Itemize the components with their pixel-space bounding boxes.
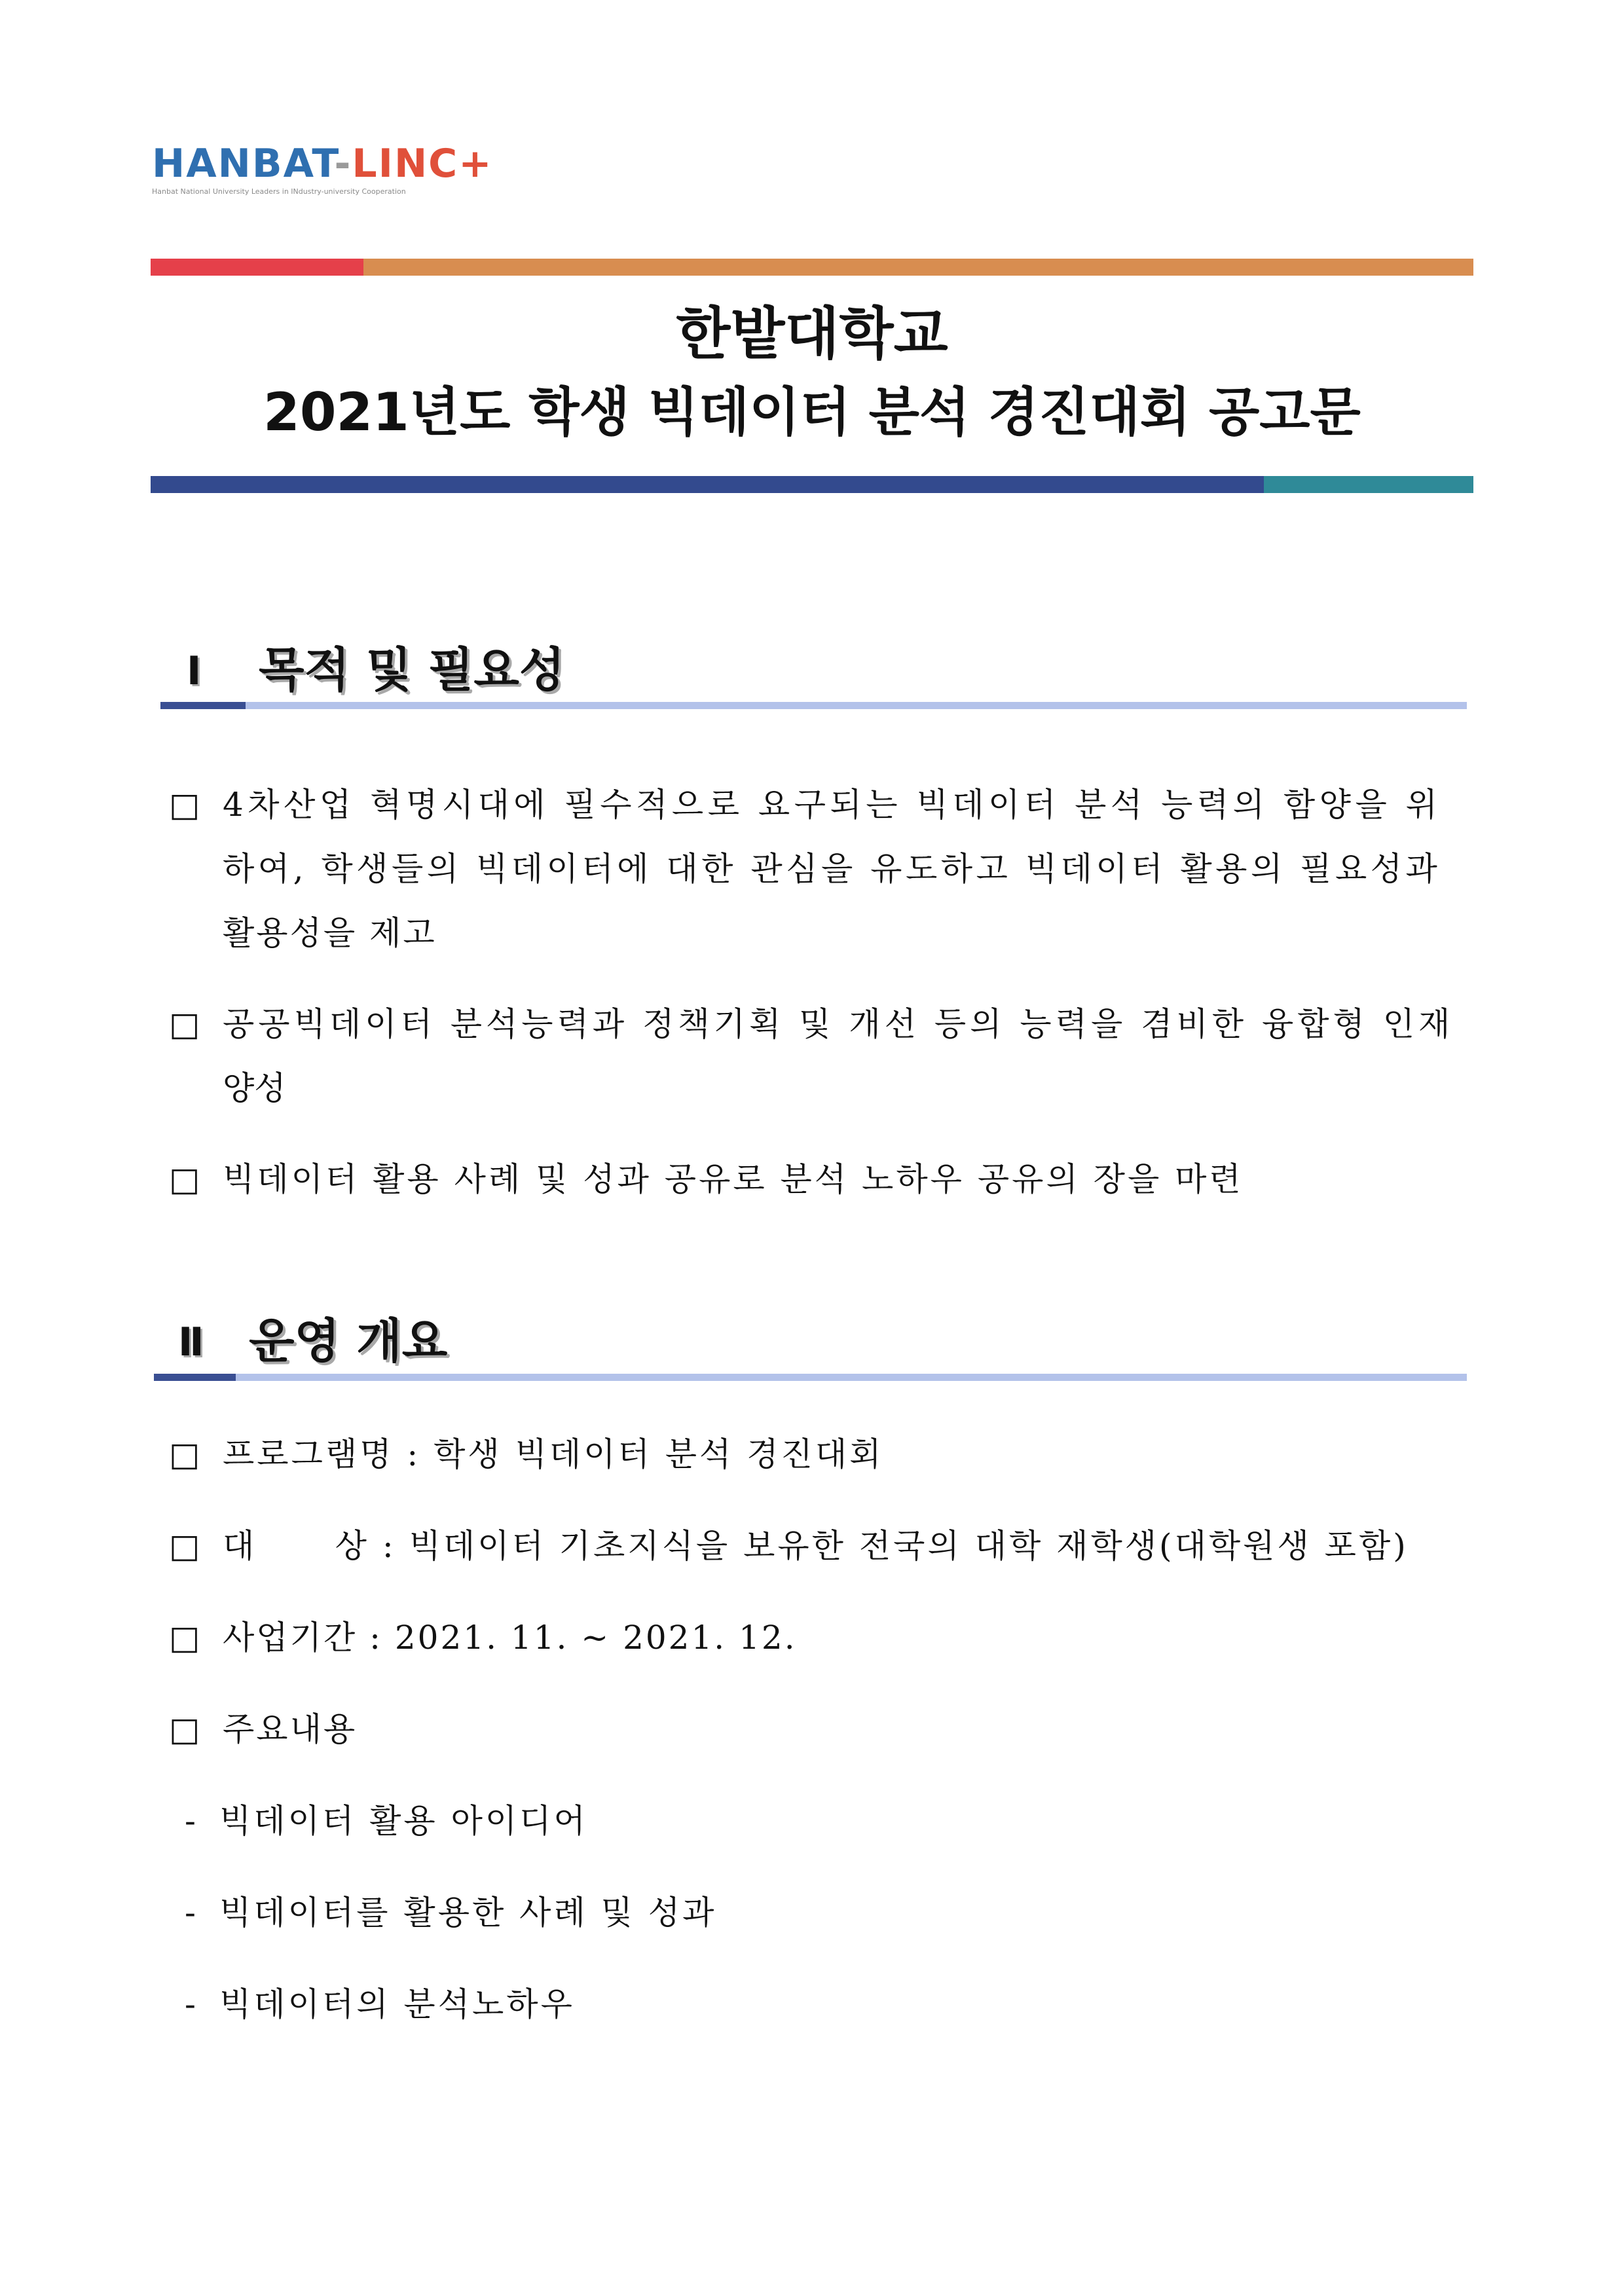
checkbox-bullet: □ xyxy=(169,786,200,824)
section2-item-period: 사업기간 : 2021. 11. ~ 2021. 12. xyxy=(223,1619,797,1657)
hanbat-linc-logo xyxy=(152,141,493,203)
sub-item-dash: - xyxy=(185,1894,196,1932)
logo-tagline: Hanbat National University Leaders in INdustry-university Cooperation xyxy=(152,187,406,196)
section1-item xyxy=(169,992,200,1056)
section1-rule-accent xyxy=(160,702,246,709)
logo-wordmark-sep: - xyxy=(334,141,352,187)
logo-wordmark-hanbat: HANBAT xyxy=(152,141,335,187)
section2-item xyxy=(169,1697,200,1761)
section1-item-2-line-1: 공공빅데이터 분석능력과 정책기획 및 개선 등의 능력을 겸비한 융합형 인재 xyxy=(223,1005,1454,1043)
section2-item xyxy=(169,1514,200,1578)
section2-item xyxy=(169,1422,200,1486)
section1-item-1-line-2: 하여, 학생들의 빅데이터에 대한 관심을 유도하고 빅데이터 활용의 필요성과 xyxy=(223,850,1441,888)
page-title-notice: 2021년도 학생 빅데이터 분석 경진대회 공고문 xyxy=(263,382,1361,443)
section2-title: 운영 개요 xyxy=(249,1313,448,1368)
sub-item-dash: - xyxy=(185,1802,196,1840)
logo-wordmark-linc: LINC+ xyxy=(352,141,493,187)
checkbox-bullet: □ xyxy=(169,1435,200,1473)
checkbox-bullet: □ xyxy=(169,1710,200,1748)
checkbox-bullet: □ xyxy=(169,1005,200,1043)
sub-item-idea: 빅데이터 활용 아이디어 xyxy=(219,1802,588,1840)
section1-item-1-line-3: 활용성을 제고 xyxy=(223,914,437,952)
section2-number: Ⅱ xyxy=(178,1319,204,1365)
section1-item-1-line-1: 4차산업 혁명시대에 필수적으로 요구되는 빅데이터 분석 능력의 함양을 위 xyxy=(223,786,1442,824)
header-top-bar-left xyxy=(151,259,363,276)
section1-item-2-line-2: 양성 xyxy=(223,1069,286,1107)
logo-wordmark xyxy=(152,141,493,187)
section1-rule xyxy=(246,702,1467,709)
section1-item xyxy=(169,773,200,837)
sub-item-knowhow: 빅데이터의 분석노하우 xyxy=(219,1985,575,2023)
sub-item-cases: 빅데이터를 활용한 사례 및 성과 xyxy=(219,1894,717,1932)
section2-rule-accent xyxy=(154,1374,236,1381)
section2-item-main-content: 주요내용 xyxy=(223,1710,358,1748)
section1-number: Ⅰ xyxy=(187,648,202,694)
section2-item xyxy=(169,1606,200,1670)
checkbox-bullet: □ xyxy=(169,1619,200,1657)
header-bottom-bar-left xyxy=(151,476,1264,493)
checkbox-bullet: □ xyxy=(169,1160,200,1198)
section1-item xyxy=(169,1147,200,1211)
checkbox-bullet: □ xyxy=(169,1527,200,1565)
header-bottom-bar-right xyxy=(1264,476,1473,493)
sub-item-dash: - xyxy=(185,1985,196,2023)
page-title-institution: 한밭대학교 xyxy=(676,301,948,367)
section2-item-program-name: 프로그램명 : 학생 빅데이터 분석 경진대회 xyxy=(223,1435,884,1473)
section2-item-target: 대 상 : 빅데이터 기초지식을 보유한 전국의 대학 재학생(대학원생 포함) xyxy=(223,1527,1409,1565)
section1-title: 목적 및 필요성 xyxy=(259,642,565,697)
section1-item-3-line-1: 빅데이터 활용 사례 및 성과 공유로 분석 노하우 공유의 장을 마련 xyxy=(223,1160,1244,1198)
header-top-bar-right xyxy=(363,259,1473,276)
section2-rule xyxy=(236,1374,1467,1381)
